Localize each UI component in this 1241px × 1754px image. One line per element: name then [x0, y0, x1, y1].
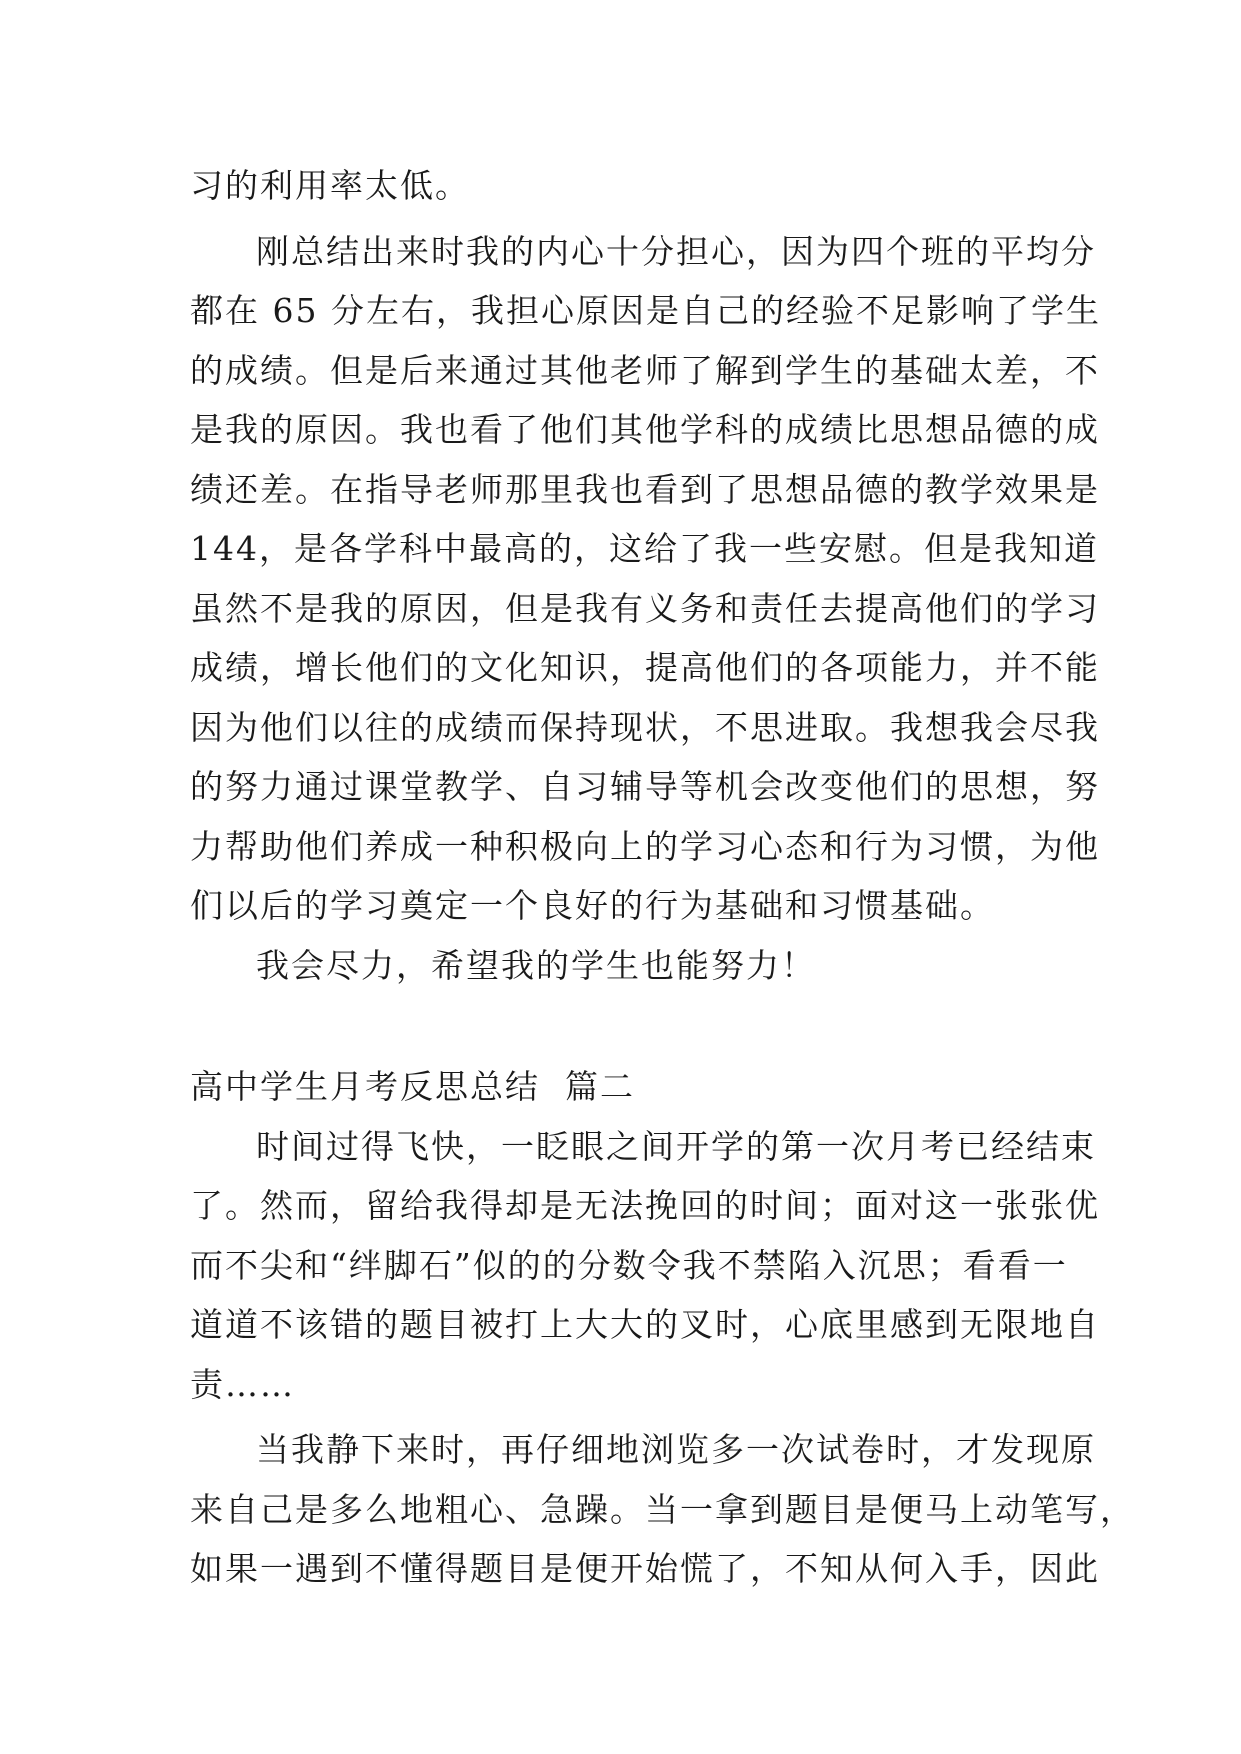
paragraph-line: 力帮助他们养成一种积极向上的学习心态和行为习惯，为他 — [190, 826, 1100, 866]
paragraph-line: 来自己是多么地粗心、急躁。当一拿到题目是便马上动笔写， — [190, 1489, 1135, 1529]
paragraph-line: 虽然不是我的原因，但是我有义务和责任去提高他们的学习 — [190, 588, 1100, 628]
paragraph-line: 我会尽力，希望我的学生也能努力！ — [256, 945, 816, 985]
paragraph-line: 144，是各学科中最高的，这给了我一些安慰。但是我知道 — [190, 529, 1099, 568]
paragraph-line: 如果一遇到不懂得题目是便开始慌了，不知从何入手，因此 — [190, 1549, 1100, 1588]
paragraph-line: 道道不该错的题目被打上大大的叉时，心底里感到无限地自 — [190, 1305, 1100, 1344]
paragraph-line: 们以后的学习奠定一个良好的行为基础和习惯基础。 — [190, 886, 995, 925]
paragraph-line: 时间过得飞快，一眨眼之间开学的第一次月考已经结束 — [256, 1126, 1096, 1166]
paragraph-line: 责…… — [190, 1364, 295, 1404]
section-gap — [190, 995, 1050, 1057]
paragraph-line: 成绩，增长他们的文化知识，提高他们的各项能力，并不能 — [190, 648, 1100, 687]
paragraph-line: 因为他们以往的成绩而保持现状，不思进取。我想我会尽我 — [190, 707, 1100, 747]
paragraph-line: 刚总结出来时我的内心十分担心，因为四个班的平均分 — [256, 231, 1096, 271]
paragraph-line: 而不尖和“绊脚石”似的的分数令我不禁陷入沉思；看看一 — [190, 1245, 1068, 1285]
paragraph-line: 的成绩。但是后来通过其他老师了解到学生的基础太差，不 — [190, 350, 1100, 390]
paragraph-line: 绩还差。在指导老师那里我也看到了思想品德的教学效果是 — [190, 469, 1100, 509]
paragraph-line: 当我静下来时，再仔细地浏览多一次试卷时，才发现原 — [256, 1430, 1096, 1469]
paragraph-line: 都在 65 分左右，我担心原因是自己的经验不足影响了学生 — [190, 291, 1101, 330]
paragraph-line: 是我的原因。我也看了他们其他学科的成绩比思想品德的成 — [190, 410, 1100, 449]
paragraph-line: 的努力通过课堂教学、自习辅导等机会改变他们的思想，努 — [190, 767, 1100, 806]
paragraph-line: 习的利用率太低。 — [190, 166, 470, 205]
paragraph-line: 了。然而，留给我得却是无法挽回的时间；面对这一张张优 — [190, 1186, 1100, 1225]
document-body — [190, 156, 1135, 1599]
section-heading: 高中学生月考反思总结 篇二 — [190, 1067, 635, 1106]
